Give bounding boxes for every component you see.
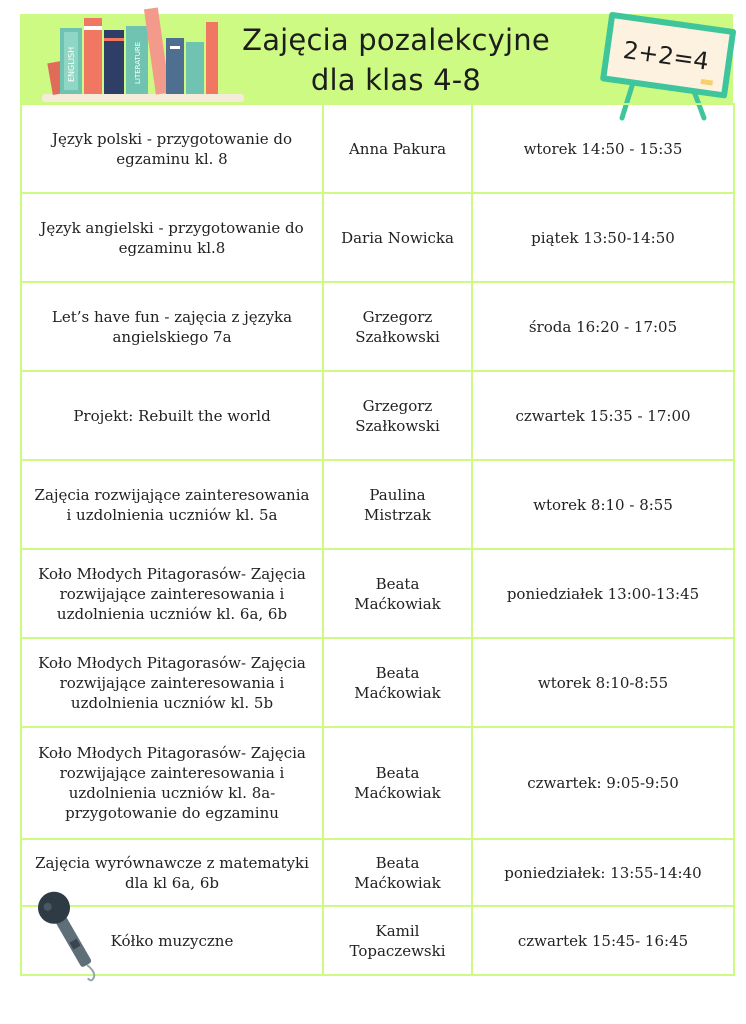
table-row [21, 906, 734, 975]
table-row [21, 282, 734, 371]
time-cell: czwartek 15:45- 16:45 [472, 906, 734, 975]
book-spine-english: ENGLISH [67, 46, 76, 82]
subject-cell: Kółko muzyczne [21, 906, 323, 975]
table-row [21, 460, 734, 549]
time-cell: poniedziałek: 13:55-14:40 [472, 839, 734, 906]
table-row [21, 104, 734, 193]
time-cell: czwartek: 9:05-9:50 [472, 727, 734, 839]
title-line-2: dla klas 4-8 [310, 63, 482, 97]
books-illustration [38, 2, 248, 106]
teacher-cell: Grzegorz Szałkowski [323, 282, 472, 371]
microphone-illustration [28, 882, 108, 982]
teacher-cell: Grzegorz Szałkowski [323, 371, 472, 460]
table-row [21, 371, 734, 460]
subject-cell: Koło Młodych Pitagorasów- Zajęcia rozwijające zainteresowania i uzdolnienia uczniów kl. 5b [21, 638, 323, 727]
teacher-cell: Beata Maćkowiak [323, 727, 472, 839]
time-cell: czwartek 15:35 - 17:00 [472, 371, 734, 460]
teacher-cell: Beata Maćkowiak [323, 549, 472, 638]
subject-cell: Język angielski - przygotowanie do egzaminu kl.8 [21, 193, 323, 282]
teacher-cell: Anna Pakura [323, 104, 472, 193]
teacher-cell: Daria Nowicka [323, 193, 472, 282]
table-row [21, 638, 734, 727]
time-cell: wtorek 8:10 - 8:55 [472, 460, 734, 549]
time-cell: wtorek 8:10-8:55 [472, 638, 734, 727]
board-equation: 2+2=4 [621, 36, 711, 76]
teacher-cell: Beata Maćkowiak [323, 638, 472, 727]
time-cell: środa 16:20 - 17:05 [472, 282, 734, 371]
subject-cell: Zajęcia rozwijające zainteresowania i uzdolnienia uczniów kl. 5a [21, 460, 323, 549]
teacher-cell: Beata Maćkowiak [323, 839, 472, 906]
table-row [21, 839, 734, 906]
teacher-cell: Paulina Mistrzak [323, 460, 472, 549]
time-cell: wtorek 14:50 - 15:35 [472, 104, 734, 193]
activities-table [20, 103, 735, 976]
subject-cell: Język polski - przygotowanie do egzaminu kl. 8 [21, 104, 323, 193]
table-row [21, 549, 734, 638]
subject-cell: Let’s have fun - zajęcia z języka angielskiego 7a [21, 282, 323, 371]
subject-cell: Koło Młodych Pitagorasów- Zajęcia rozwijające zainteresowania i uzdolnienia uczniów kl. 8a- przygotowanie do egzaminu [21, 727, 323, 839]
time-cell: piątek 13:50-14:50 [472, 193, 734, 282]
subject-cell: Zajęcia wyrównawcze z matematyki dla kl 6a, 6b [21, 839, 323, 906]
title-line-1: Zajęcia pozalekcyjne [242, 23, 550, 57]
time-cell: poniedziałek 13:00-13:45 [472, 549, 734, 638]
subject-cell: Projekt: Rebuilt the world [21, 371, 323, 460]
book-spine-literature: LITERATURE [134, 41, 142, 84]
table-row [21, 727, 734, 839]
table-row [21, 193, 734, 282]
subject-cell: Koło Młodych Pitagorasów- Zajęcia rozwijające zainteresowania i uzdolnienia uczniów kl. 6a, 6b [21, 549, 323, 638]
teacher-cell: Kamil Topaczewski [323, 906, 472, 975]
page-title [226, 20, 566, 100]
